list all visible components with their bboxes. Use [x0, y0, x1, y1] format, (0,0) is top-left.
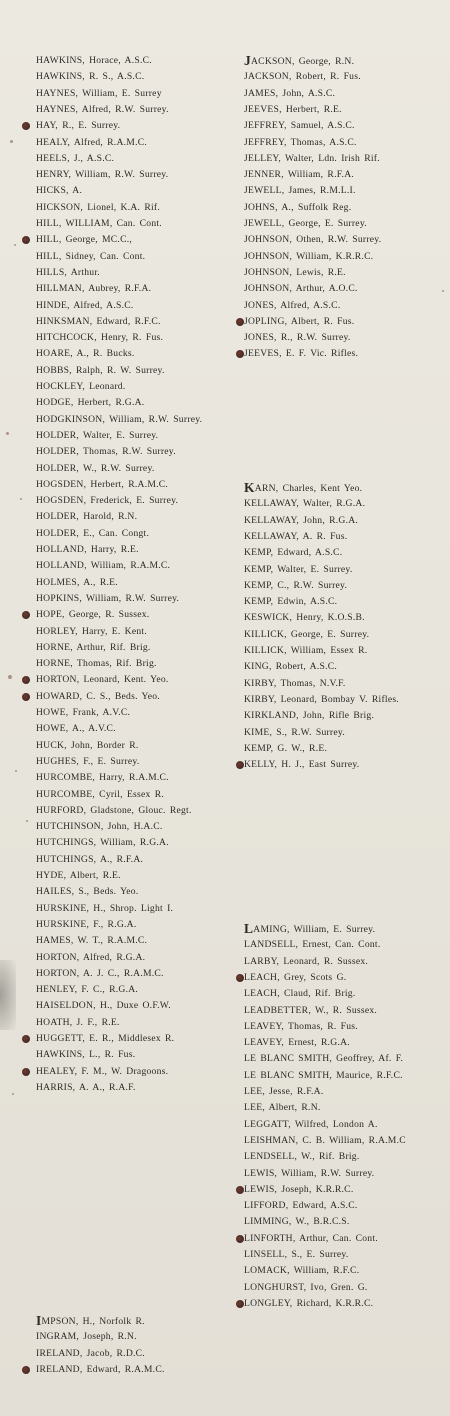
foxing-spot — [20, 498, 22, 500]
list-item: JOHNSON, Othen, R.W. Surrey. — [244, 234, 382, 246]
foxing-spot — [12, 1093, 14, 1095]
list-item: HAILES, S., Beds. Yeo. — [36, 886, 139, 898]
list-item: HURFORD, Gladstone, Glouc. Regt. — [36, 804, 192, 816]
list-item: JENNER, William, R.F.A. — [244, 169, 355, 181]
list-item: HURCOMBE, Cyril, Essex R. — [36, 788, 165, 800]
list-item: HOCKLEY, Leonard. — [36, 381, 126, 392]
list-item: HUCK, John, Border R. — [36, 739, 139, 751]
list-item: HORNE, Thomas, Rif. Brig. — [36, 658, 157, 670]
list-item: HILLMAN, Aubrey, R.F.A. — [36, 283, 152, 295]
list-item: KILLICK, William, Essex R. — [244, 645, 368, 656]
list-item: KIME, S., R.W. Surrey. — [244, 726, 345, 738]
list-item: JEFFREY, Samuel, A.S.C. — [244, 120, 355, 132]
list-item: LEWIS, Joseph, K.R.R.C. — [244, 1183, 354, 1195]
list-item: HILL, WILLIAM, Can. Cont. — [36, 218, 162, 229]
list-item: HURCOMBE, Harry, R.A.M.C. — [36, 772, 169, 784]
list-item: HARRIS, A. A., R.A.F. — [36, 1081, 136, 1093]
foxing-spot — [442, 290, 444, 292]
list-item: HICKSON, Lionel, K.A. Rif. — [36, 201, 160, 213]
list-item: KIRKLAND, John, Rifle Brig. — [244, 710, 375, 722]
list-item: HURSKINE, F., R.G.A. — [36, 918, 137, 930]
list-item: JOHNSON, Arthur, A.O.C. — [244, 283, 358, 295]
entry-text: MPSON, H., Norfolk R. — [41, 1316, 145, 1327]
list-item: JOHNSON, William, K.R.R.C. — [244, 250, 374, 262]
foxing-spot — [8, 675, 12, 679]
poppy-icon — [236, 1300, 244, 1308]
list-item: HUTCHINGS, William, R.G.A. — [36, 837, 169, 849]
list-item: JACKSON, Robert, R. Fus. — [244, 71, 361, 83]
list-item: LEAVEY, Ernest, R.G.A. — [244, 1037, 350, 1049]
poppy-icon — [236, 974, 244, 982]
list-item — [244, 55, 354, 68]
list-item: JEEVES, Herbert, R.E. — [244, 103, 342, 115]
list-item: LIMMING, W., B.R.C.S. — [244, 1216, 350, 1228]
list-item: HOWARD, C. S., Beds. Yeo. — [36, 690, 160, 702]
list-item — [36, 1315, 145, 1328]
list-item: HYDE, Albert, R.E. — [36, 870, 121, 881]
list-item: HEELS, J., A.S.C. — [36, 152, 115, 164]
foxing-spot — [15, 770, 17, 772]
list-item: KEMP, Walter, E. Surrey. — [244, 563, 353, 575]
poppy-icon — [22, 236, 30, 244]
list-item: HOLDER, Harold, R.N. — [36, 511, 138, 523]
list-item: HOLDER, E., Can. Congt. — [36, 527, 150, 539]
list-item: LE BLANC SMITH, Maurice, R.F.C. — [244, 1069, 403, 1081]
poppy-icon — [22, 693, 30, 701]
foxing-spot — [26, 820, 28, 822]
list-item: HOGSDEN, Frederick, E. Surrey. — [36, 495, 179, 507]
list-item — [244, 923, 375, 936]
list-item: LONGLEY, Richard, K.R.R.C. — [244, 1297, 374, 1309]
page-shadow — [0, 960, 16, 1030]
list-item — [244, 482, 362, 495]
list-item: HAWKINS, Horace, A.S.C. — [36, 55, 152, 66]
poppy-icon — [236, 350, 244, 358]
foxing-spot — [10, 140, 13, 143]
list-item: JONES, R., R.W. Surrey. — [244, 332, 351, 344]
list-item: IRELAND, Edward, R.A.M.C. — [36, 1363, 165, 1375]
list-item: KIRBY, Leonard, Bombay V. Rifles. — [244, 693, 399, 705]
list-item: KELLAWAY, A. R. Fus. — [244, 530, 348, 542]
list-item: JEEVES, E. F. Vic. Rifles. — [244, 348, 359, 360]
list-item: LEGGATT, Wilfred, London A. — [244, 1118, 378, 1130]
list-item: HOLDER, W., R.W. Surrey. — [36, 462, 155, 474]
list-item: LEACH, Grey, Scots G. — [244, 971, 347, 983]
list-item: JEWELL, James, R.M.L.I. — [244, 185, 356, 197]
list-item: JONES, Alfred, A.S.C. — [244, 299, 341, 311]
list-item: JAMES, John, A.S.C. — [244, 87, 336, 99]
list-item: HORTON, A. J. C., R.A.M.C. — [36, 967, 164, 979]
poppy-icon — [236, 318, 244, 326]
section-initial: L — [244, 921, 254, 936]
entry-text: AMING, William, E. Surrey. — [253, 924, 376, 935]
list-item: HAMES, W. T., R.A.M.C. — [36, 935, 148, 947]
list-item: HAWKINS, R. S., A.S.C. — [36, 71, 145, 83]
list-item: KESWICK, Henry, K.O.S.B. — [244, 612, 365, 624]
list-item: HILL, Sidney, Can. Cont. — [36, 250, 146, 262]
list-item: HOLLAND, Harry, R.E. — [36, 544, 139, 555]
list-item: HUGGETT, E. R., Middlesex R. — [36, 1033, 175, 1044]
list-item: KELLY, H. J., East Surrey. — [244, 759, 360, 771]
list-item: LEAVEY, Thomas, R. Fus. — [244, 1020, 358, 1032]
list-item: HOATH, J. F., R.E. — [36, 1016, 120, 1028]
list-item: HOPKINS, William, R.W. Surrey. — [36, 592, 180, 604]
list-item: LE BLANC SMITH, Geoffrey, Af. F. — [244, 1053, 404, 1065]
list-item: IRELAND, Jacob, R.D.C. — [36, 1347, 145, 1359]
poppy-icon — [22, 676, 30, 684]
list-item: HOLMES, A., R.E. — [36, 576, 118, 588]
section-initial: I — [36, 1313, 42, 1328]
list-item: LOMACK, William, R.F.C. — [244, 1265, 360, 1277]
list-item: HODGKINSON, William, R.W. Surrey. — [36, 413, 203, 425]
list-item: HODGE, Herbert, R.G.A. — [36, 397, 145, 409]
list-item: KILLICK, George, E. Surrey. — [244, 628, 370, 640]
list-item: HEALY, Alfred, R.A.M.C. — [36, 136, 148, 148]
list-item: JOPLING, Albert, R. Fus. — [244, 315, 355, 327]
list-item: HITCHCOCK, Henry, R. Fus. — [36, 332, 164, 344]
list-item: KEMP, Edwin, A.S.C. — [244, 596, 338, 608]
list-item: KEMP, G. W., R.E. — [244, 742, 328, 754]
list-item: JOHNSON, Lewis, R.E. — [244, 266, 346, 278]
list-item: LONGHURST, Ivo, Gren. G. — [244, 1281, 368, 1293]
list-item: LINFORTH, Arthur, Can. Cont. — [244, 1232, 378, 1244]
list-item: HUTCHINSON, John, H.A.C. — [36, 821, 163, 833]
list-item: HOBBS, Ralph, R. W. Surrey. — [36, 364, 165, 376]
list-item: KELLAWAY, John, R.G.A. — [244, 514, 359, 526]
list-item: LENDSELL, W., Rif. Brig. — [244, 1151, 360, 1163]
list-item: HILL, George, MC.C., — [36, 234, 133, 246]
list-item: KEMP, Edward, A.S.C. — [244, 547, 343, 559]
list-item: HORTON, Alfred, R.G.A. — [36, 951, 146, 963]
list-item: HINKSMAN, Edward, R.F.C. — [36, 315, 161, 327]
list-item: KING, Robert, A.S.C. — [244, 661, 338, 673]
list-item: HORNE, Arthur, Rif. Brig. — [36, 641, 151, 653]
list-item: HOLLAND, William, R.A.M.C. — [36, 560, 171, 572]
poppy-icon — [236, 1235, 244, 1243]
list-item: LINSELL, S., E. Surrey. — [244, 1249, 349, 1260]
list-item: JOHNS, A., Suffolk Reg. — [244, 201, 352, 213]
poppy-icon — [22, 611, 30, 619]
list-item: LIFFORD, Edward, A.S.C. — [244, 1200, 358, 1212]
list-item: HUGHES, F., E. Surrey. — [36, 755, 140, 767]
list-item: HAWKINS, L., R. Fus. — [36, 1049, 136, 1061]
list-item: LEISHMAN, C. B. William, R.A.M.C — [244, 1134, 406, 1146]
list-item: HOLDER, Walter, E. Surrey. — [36, 429, 159, 441]
list-item: HOLDER, Thomas, R.W. Surrey. — [36, 446, 176, 458]
foxing-spot — [6, 432, 9, 435]
list-item: INGRAM, Joseph, R.N. — [36, 1331, 137, 1343]
foxing-spot — [14, 244, 16, 246]
list-item: LEACH, Claud, Rif. Brig. — [244, 988, 356, 1000]
list-item: HOWE, Frank, A.V.C. — [36, 707, 131, 718]
list-item: HOWE, A., A.V.C. — [36, 723, 116, 735]
list-item: JEFFREY, Thomas, A.S.C. — [244, 136, 357, 148]
list-item: KIRBY, Thomas, N.V.F. — [244, 677, 346, 689]
list-item: HENRY, William, R.W. Surrey. — [36, 169, 169, 181]
list-item: HILLS, Arthur. — [36, 266, 100, 278]
list-item: HOGSDEN, Herbert, R.A.M.C. — [36, 478, 169, 490]
list-item: KEMP, C., R.W. Surrey. — [244, 579, 348, 591]
poppy-icon — [22, 1068, 30, 1076]
entry-text: ACKSON, George, R.N. — [251, 56, 355, 67]
list-item: HOPE, George, R. Sussex. — [36, 609, 150, 621]
poppy-icon — [22, 1035, 30, 1043]
poppy-icon — [236, 1186, 244, 1194]
list-item: HICKS, A. — [36, 185, 83, 197]
list-item: HUTCHINGS, A., R.F.A. — [36, 853, 144, 865]
list-item: LEWIS, William, R.W. Surrey. — [244, 1167, 375, 1179]
section-initial: J — [244, 53, 251, 68]
list-item: HAISELDON, H., Duxe O.F.W. — [36, 1000, 171, 1012]
list-item: HENLEY, F. C., R.G.A. — [36, 984, 139, 996]
poppy-icon — [236, 761, 244, 769]
list-item: JELLEY, Walter, Ldn. Irish Rif. — [244, 152, 380, 164]
list-item: LEADBETTER, W., R. Sussex. — [244, 1004, 378, 1016]
list-item: LARBY, Leonard, R. Sussex. — [244, 955, 369, 967]
list-item: KELLAWAY, Walter, R.G.A. — [244, 498, 366, 510]
list-item: HORTON, Leonard, Kent. Yeo. — [36, 674, 169, 686]
list-item: HORLEY, Harry, E. Kent. — [36, 625, 147, 637]
poppy-icon — [22, 122, 30, 130]
list-item: LEE, Albert, R.N. — [244, 1102, 321, 1114]
section-initial: K — [244, 480, 255, 495]
list-item: HEALEY, F. M., W. Dragoons. — [36, 1065, 169, 1077]
list-item: HAYNES, Alfred, R.W. Surrey. — [36, 103, 169, 115]
list-item: HURSKINE, H., Shrop. Light I. — [36, 902, 174, 914]
list-item: HAYNES, William, E. Surrey — [36, 87, 162, 99]
list-item: LEE, Jesse, R.F.A. — [244, 1086, 324, 1097]
poppy-icon — [22, 1366, 30, 1374]
list-item: HOARE, A., R. Bucks. — [36, 348, 135, 360]
entry-text: ARN, Charles, Kent Yeo. — [254, 483, 363, 494]
list-item: LANDSELL, Ernest, Can. Cont. — [244, 939, 381, 951]
list-item: JEWELL, George, E. Surrey. — [244, 218, 367, 229]
list-item: HAY, R., E. Surrey. — [36, 120, 121, 132]
list-item: HINDE, Alfred, A.S.C. — [36, 299, 134, 311]
